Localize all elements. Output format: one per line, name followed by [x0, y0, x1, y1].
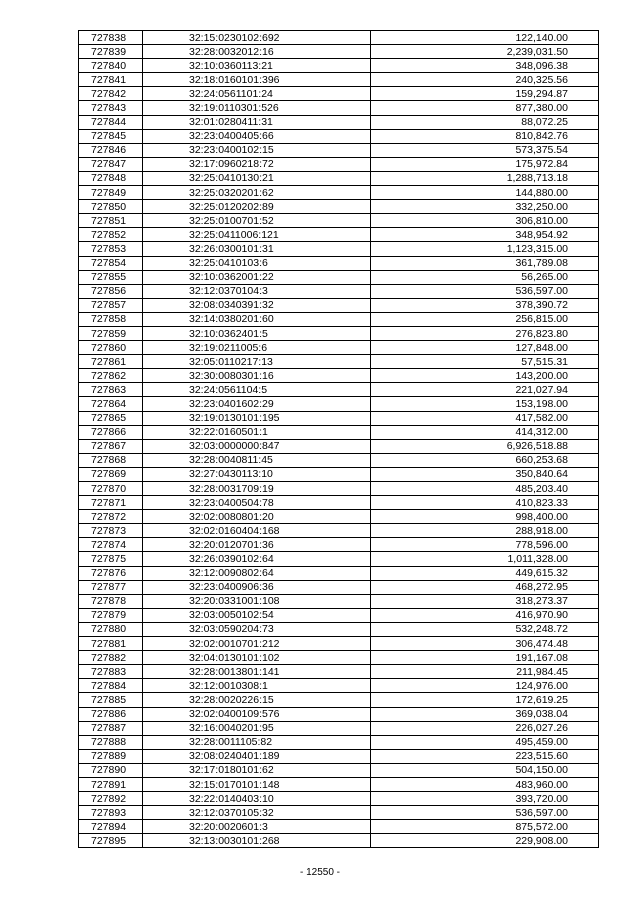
cadastral-number-cell: 32:17:0180101:62: [143, 763, 371, 777]
cadastral-number-cell: 32:02:0160404:168: [143, 524, 371, 538]
table-row: [79, 538, 599, 552]
cadastral-number-cell: 32:13:0030101:268: [143, 834, 371, 848]
amount-cell: 318,273.37: [371, 594, 599, 608]
row-id-cell: 727845: [79, 129, 143, 143]
table-row: [79, 397, 599, 411]
table-row: [79, 411, 599, 425]
row-id-cell: 727873: [79, 524, 143, 538]
row-id-cell: 727874: [79, 538, 143, 552]
amount-cell: 350,840.64: [371, 467, 599, 481]
amount-cell: 532,248.72: [371, 622, 599, 636]
cadastral-number-cell: 32:08:0240401:189: [143, 749, 371, 763]
row-id-cell: 727839: [79, 45, 143, 59]
cadastral-number-cell: 32:25:0411006:121: [143, 228, 371, 242]
table-row: [79, 425, 599, 439]
table-row: [79, 186, 599, 200]
row-id-cell: 727842: [79, 87, 143, 101]
row-id-cell: 727870: [79, 482, 143, 496]
cadastral-number-cell: 32:24:0561101:24: [143, 87, 371, 101]
table-row: [79, 580, 599, 594]
amount-cell: 877,380.00: [371, 101, 599, 115]
table-row: [79, 87, 599, 101]
row-id-cell: 727869: [79, 467, 143, 481]
cadastral-number-cell: 32:14:0380201:60: [143, 312, 371, 326]
cadastral-number-cell: 32:19:0110301:526: [143, 101, 371, 115]
amount-cell: 127,848.00: [371, 341, 599, 355]
cadastral-number-cell: 32:08:0340391:32: [143, 298, 371, 312]
amount-cell: 256,815.00: [371, 312, 599, 326]
table-row: [79, 383, 599, 397]
table-row: [79, 31, 599, 45]
amount-cell: 122,140.00: [371, 31, 599, 45]
amount-cell: 172,619.25: [371, 693, 599, 707]
table-row: [79, 228, 599, 242]
cadastral-number-cell: 32:22:0140403:10: [143, 792, 371, 806]
table-row: [79, 298, 599, 312]
table-row: [79, 608, 599, 622]
amount-cell: 240,325.56: [371, 73, 599, 87]
amount-cell: 124,976.00: [371, 679, 599, 693]
amount-cell: 276,823.80: [371, 326, 599, 340]
amount-cell: 1,288,713.18: [371, 171, 599, 185]
row-id-cell: 727866: [79, 425, 143, 439]
table-row: [79, 45, 599, 59]
cadastral-number-cell: 32:20:0020601:3: [143, 820, 371, 834]
cadastral-number-cell: 32:24:0561104:5: [143, 383, 371, 397]
table-row: [79, 369, 599, 383]
row-id-cell: 727878: [79, 594, 143, 608]
amount-cell: 6,926,518.88: [371, 439, 599, 453]
amount-cell: 1,011,328.00: [371, 552, 599, 566]
row-id-cell: 727887: [79, 721, 143, 735]
row-id-cell: 727847: [79, 157, 143, 171]
amount-cell: 144,880.00: [371, 186, 599, 200]
row-id-cell: 727865: [79, 411, 143, 425]
table-row: [79, 496, 599, 510]
row-id-cell: 727876: [79, 566, 143, 580]
table-row: [79, 256, 599, 270]
amount-cell: 483,960.00: [371, 777, 599, 791]
amount-cell: 810,842.76: [371, 129, 599, 143]
amount-cell: 1,123,315.00: [371, 242, 599, 256]
table-row: [79, 171, 599, 185]
row-id-cell: 727841: [79, 73, 143, 87]
amount-cell: 348,954.92: [371, 228, 599, 242]
row-id-cell: 727855: [79, 270, 143, 284]
amount-cell: 378,390.72: [371, 298, 599, 312]
row-id-cell: 727856: [79, 284, 143, 298]
row-id-cell: 727844: [79, 115, 143, 129]
table-row: [79, 200, 599, 214]
row-id-cell: 727851: [79, 214, 143, 228]
row-id-cell: 727881: [79, 637, 143, 651]
amount-cell: 504,150.00: [371, 763, 599, 777]
amount-cell: 56,265.00: [371, 270, 599, 284]
cadastral-number-cell: 32:26:0300101:31: [143, 242, 371, 256]
cadastral-number-cell: 32:27:0430113:10: [143, 467, 371, 481]
table-row: [79, 806, 599, 820]
cadastral-number-cell: 32:12:0090802:64: [143, 566, 371, 580]
cadastral-number-cell: 32:15:0170101:148: [143, 777, 371, 791]
cadastral-number-cell: 32:17:0960218:72: [143, 157, 371, 171]
row-id-cell: 727848: [79, 171, 143, 185]
row-id-cell: 727868: [79, 453, 143, 467]
cadastral-number-cell: 32:25:0410103:6: [143, 256, 371, 270]
table-row: [79, 622, 599, 636]
cadastral-number-cell: 32:28:0032012:16: [143, 45, 371, 59]
row-id-cell: 727854: [79, 256, 143, 270]
cadastral-number-cell: 32:10:0362401:5: [143, 326, 371, 340]
table-row: [79, 651, 599, 665]
amount-cell: 288,918.00: [371, 524, 599, 538]
cadastral-number-cell: 32:25:0120202:89: [143, 200, 371, 214]
amount-cell: 143,200.00: [371, 369, 599, 383]
table-row: [79, 214, 599, 228]
cadastral-number-cell: 32:28:0020226:15: [143, 693, 371, 707]
amount-cell: 306,810.00: [371, 214, 599, 228]
table-row: [79, 467, 599, 481]
table-row: [79, 129, 599, 143]
table-row: [79, 566, 599, 580]
amount-cell: 998,400.00: [371, 510, 599, 524]
cadastral-number-cell: 32:23:0400906:36: [143, 580, 371, 594]
table-row: [79, 510, 599, 524]
row-id-cell: 727879: [79, 608, 143, 622]
cadastral-number-cell: 32:04:0130101:102: [143, 651, 371, 665]
table-row: [79, 735, 599, 749]
cadastral-number-cell: 32:03:0000000:847: [143, 439, 371, 453]
cadastral-number-cell: 32:10:0360113:21: [143, 59, 371, 73]
row-id-cell: 727861: [79, 355, 143, 369]
amount-cell: 417,582.00: [371, 411, 599, 425]
row-id-cell: 727871: [79, 496, 143, 510]
amount-cell: 361,789.08: [371, 256, 599, 270]
amount-cell: 57,515.31: [371, 355, 599, 369]
row-id-cell: 727862: [79, 369, 143, 383]
table-row: [79, 707, 599, 721]
table-row: [79, 157, 599, 171]
amount-cell: 159,294.87: [371, 87, 599, 101]
row-id-cell: 727895: [79, 834, 143, 848]
amount-cell: 414,312.00: [371, 425, 599, 439]
row-id-cell: 727886: [79, 707, 143, 721]
amount-cell: 221,027.94: [371, 383, 599, 397]
table-row: [79, 270, 599, 284]
row-id-cell: 727838: [79, 31, 143, 45]
table-row: [79, 453, 599, 467]
amount-cell: 226,027.26: [371, 721, 599, 735]
table-row: [79, 73, 599, 87]
cadastral-number-cell: 32:28:0011105:82: [143, 735, 371, 749]
row-id-cell: 727893: [79, 806, 143, 820]
row-id-cell: 727885: [79, 693, 143, 707]
amount-cell: 306,474.48: [371, 637, 599, 651]
amount-cell: 175,972.84: [371, 157, 599, 171]
amount-cell: 778,596.00: [371, 538, 599, 552]
cadastral-number-cell: 32:28:0031709:19: [143, 482, 371, 496]
row-id-cell: 727894: [79, 820, 143, 834]
amount-cell: 416,970.90: [371, 608, 599, 622]
amount-cell: 536,597.00: [371, 284, 599, 298]
table-row: [79, 777, 599, 791]
table-row: [79, 59, 599, 73]
table-row: [79, 326, 599, 340]
amount-cell: 536,597.00: [371, 806, 599, 820]
row-id-cell: 727888: [79, 735, 143, 749]
amount-cell: 153,198.00: [371, 397, 599, 411]
row-id-cell: 727843: [79, 101, 143, 115]
cadastral-number-cell: 32:23:0401602:29: [143, 397, 371, 411]
cadastral-number-cell: 32:12:0370104:3: [143, 284, 371, 298]
amount-cell: 211,984.45: [371, 665, 599, 679]
cadastral-number-cell: 32:02:0080801:20: [143, 510, 371, 524]
data-table: [78, 30, 599, 848]
amount-cell: 410,823.33: [371, 496, 599, 510]
row-id-cell: 727864: [79, 397, 143, 411]
amount-cell: 332,250.00: [371, 200, 599, 214]
row-id-cell: 727860: [79, 341, 143, 355]
amount-cell: 348,096.38: [371, 59, 599, 73]
amount-cell: 660,253.68: [371, 453, 599, 467]
amount-cell: 223,515.60: [371, 749, 599, 763]
table-row: [79, 594, 599, 608]
row-id-cell: 727872: [79, 510, 143, 524]
cadastral-number-cell: 32:28:0013801:141: [143, 665, 371, 679]
amount-cell: 485,203.40: [371, 482, 599, 496]
row-id-cell: 727853: [79, 242, 143, 256]
amount-cell: 191,167.08: [371, 651, 599, 665]
table-row: [79, 115, 599, 129]
row-id-cell: 727892: [79, 792, 143, 806]
cadastral-number-cell: 32:02:0400109:576: [143, 707, 371, 721]
cadastral-number-cell: 32:25:0100701:52: [143, 214, 371, 228]
cadastral-number-cell: 32:19:0211005:6: [143, 341, 371, 355]
cadastral-number-cell: 32:22:0160501:1: [143, 425, 371, 439]
table-row: [79, 721, 599, 735]
amount-cell: 229,908.00: [371, 834, 599, 848]
cadastral-number-cell: 32:10:0362001:22: [143, 270, 371, 284]
row-id-cell: 727849: [79, 186, 143, 200]
table-row: [79, 820, 599, 834]
amount-cell: 495,459.00: [371, 735, 599, 749]
cadastral-number-cell: 32:02:0010701:212: [143, 637, 371, 651]
row-id-cell: 727850: [79, 200, 143, 214]
row-id-cell: 727889: [79, 749, 143, 763]
row-id-cell: 727846: [79, 143, 143, 157]
table-row: [79, 749, 599, 763]
table-row: [79, 524, 599, 538]
row-id-cell: 727883: [79, 665, 143, 679]
cadastral-number-cell: 32:16:0040201:95: [143, 721, 371, 735]
row-id-cell: 727891: [79, 777, 143, 791]
table-row: [79, 763, 599, 777]
amount-cell: 468,272.95: [371, 580, 599, 594]
cadastral-number-cell: 32:26:0390102:64: [143, 552, 371, 566]
table-row: [79, 693, 599, 707]
page-number: - 12550 -: [299, 867, 341, 878]
row-id-cell: 727857: [79, 298, 143, 312]
amount-cell: 369,038.04: [371, 707, 599, 721]
row-id-cell: 727859: [79, 326, 143, 340]
row-id-cell: 727840: [79, 59, 143, 73]
cadastral-number-cell: 32:03:0590204:73: [143, 622, 371, 636]
table-row: [79, 679, 599, 693]
table-row: [79, 143, 599, 157]
table-row: [79, 552, 599, 566]
table-row: [79, 284, 599, 298]
amount-cell: 88,072.25: [371, 115, 599, 129]
table-row: [79, 834, 599, 848]
table-body: [79, 31, 599, 848]
cadastral-number-cell: 32:01:0280411:31: [143, 115, 371, 129]
cadastral-number-cell: 32:15:0230102:692: [143, 31, 371, 45]
amount-cell: 573,375.54: [371, 143, 599, 157]
amount-cell: 2,239,031.50: [371, 45, 599, 59]
cadastral-number-cell: 32:12:0010308:1: [143, 679, 371, 693]
row-id-cell: 727852: [79, 228, 143, 242]
amount-cell: 393,720.00: [371, 792, 599, 806]
row-id-cell: 727867: [79, 439, 143, 453]
row-id-cell: 727890: [79, 763, 143, 777]
cadastral-number-cell: 32:12:0370105:32: [143, 806, 371, 820]
amount-cell: 449,615.32: [371, 566, 599, 580]
cadastral-number-cell: 32:23:0400504:78: [143, 496, 371, 510]
table-row: [79, 312, 599, 326]
row-id-cell: 727884: [79, 679, 143, 693]
row-id-cell: 727858: [79, 312, 143, 326]
cadastral-number-cell: 32:18:0160101:396: [143, 73, 371, 87]
table-row: [79, 242, 599, 256]
row-id-cell: 727863: [79, 383, 143, 397]
row-id-cell: 727877: [79, 580, 143, 594]
table-row: [79, 482, 599, 496]
cadastral-number-cell: 32:25:0320201:62: [143, 186, 371, 200]
cadastral-number-cell: 32:20:0331001:108: [143, 594, 371, 608]
table-row: [79, 341, 599, 355]
cadastral-number-cell: 32:05:0110217:13: [143, 355, 371, 369]
table-row: [79, 637, 599, 651]
cadastral-number-cell: 32:20:0120701:36: [143, 538, 371, 552]
row-id-cell: 727880: [79, 622, 143, 636]
table-row: [79, 101, 599, 115]
table-row: [79, 792, 599, 806]
amount-cell: 875,572.00: [371, 820, 599, 834]
row-id-cell: 727882: [79, 651, 143, 665]
cadastral-number-cell: 32:30:0080301:16: [143, 369, 371, 383]
table-row: [79, 439, 599, 453]
cadastral-number-cell: 32:23:0400102:15: [143, 143, 371, 157]
cadastral-number-cell: 32:03:0050102:54: [143, 608, 371, 622]
cadastral-number-cell: 32:23:0400405:66: [143, 129, 371, 143]
cadastral-number-cell: 32:19:0130101:195: [143, 411, 371, 425]
table-row: [79, 665, 599, 679]
cadastral-number-cell: 32:25:0410130:21: [143, 171, 371, 185]
table-row: [79, 355, 599, 369]
cadastral-number-cell: 32:28:0040811:45: [143, 453, 371, 467]
row-id-cell: 727875: [79, 552, 143, 566]
